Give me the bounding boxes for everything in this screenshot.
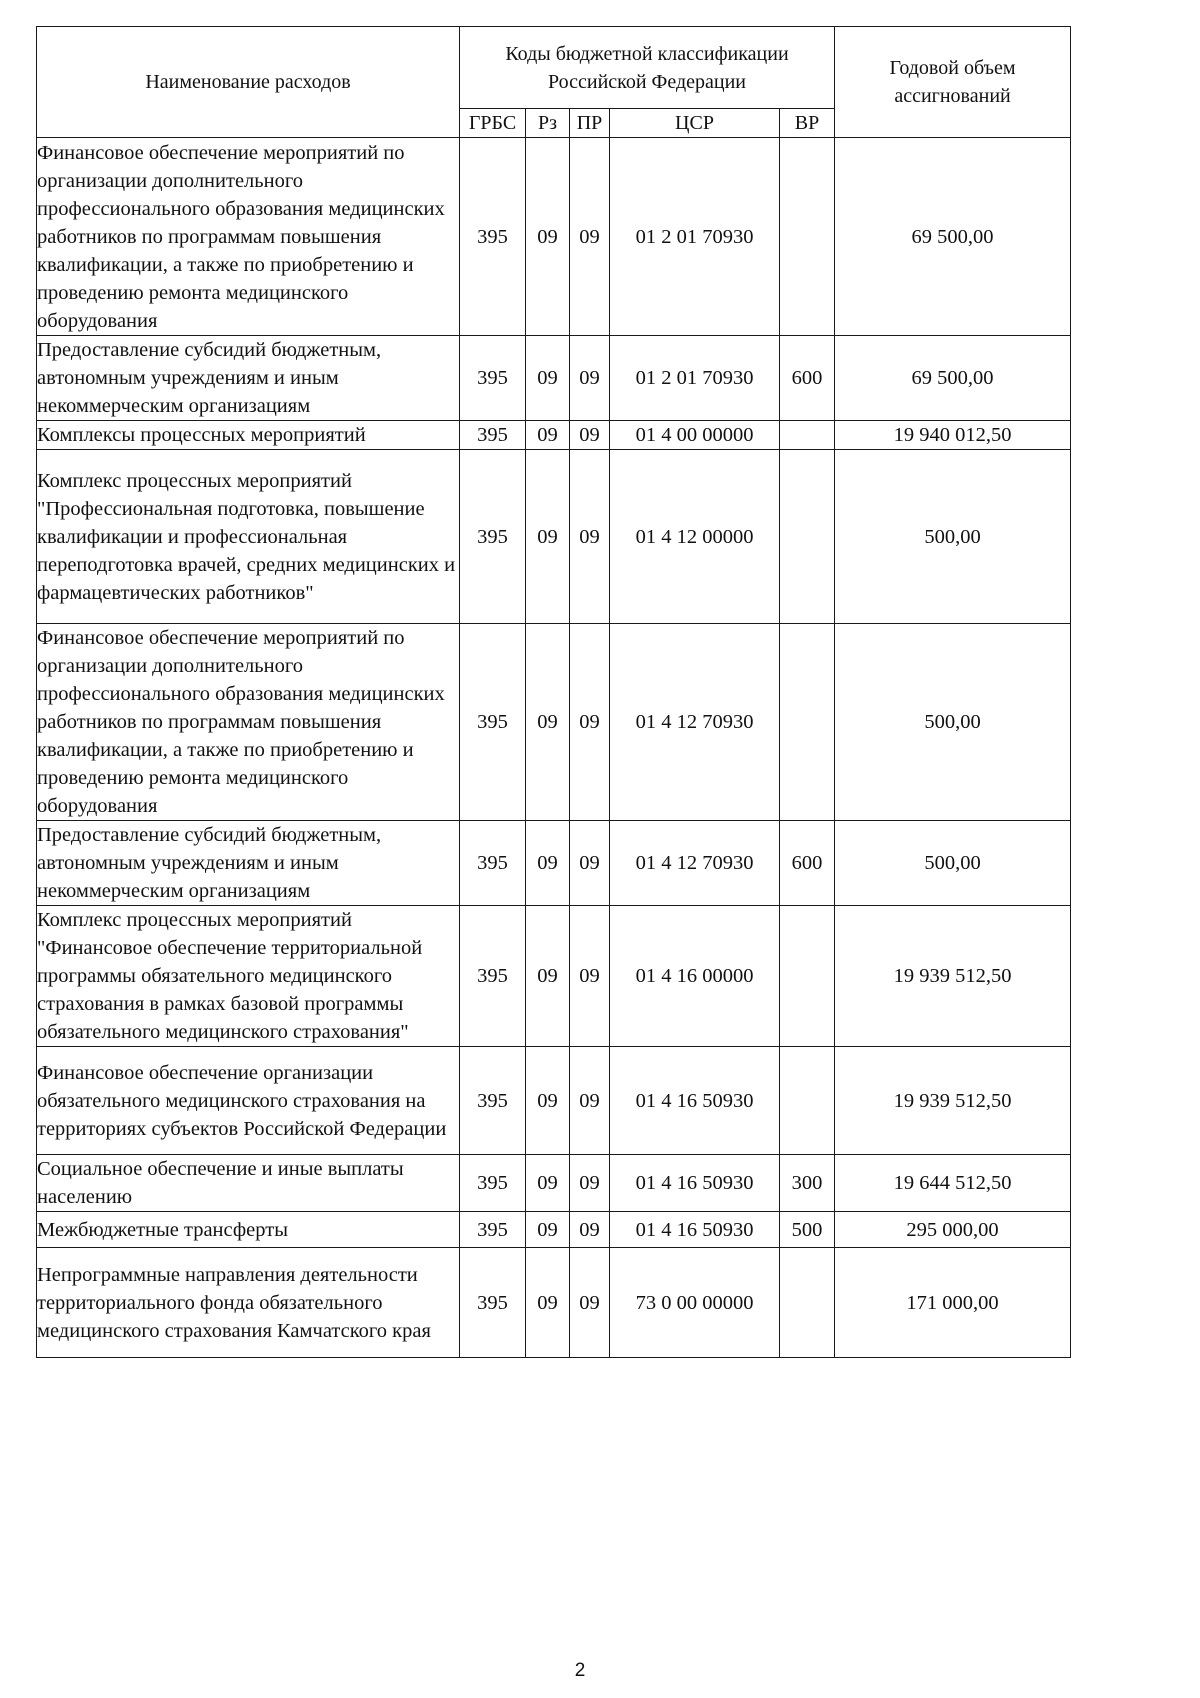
cell-pr: 09 <box>570 906 610 1047</box>
table-row <box>37 821 1071 906</box>
header-classification-codes: Коды бюджетной классификации Российской Федерации <box>460 27 835 109</box>
cell-pr: 09 <box>570 421 610 450</box>
table-row <box>37 1047 1071 1155</box>
header-expense-name: Наименование расходов <box>37 27 460 138</box>
cell-name: Социальное обеспечение и иные выплаты населению <box>37 1155 460 1212</box>
cell-csr: 01 4 16 50930 <box>610 1155 780 1212</box>
cell-rz: 09 <box>526 624 570 821</box>
header-annual-amount: Годовой объем ассигнований <box>835 27 1071 138</box>
table-row <box>37 1155 1071 1212</box>
table-row <box>37 421 1071 450</box>
cell-amount: 69 500,00 <box>835 336 1071 421</box>
header-rz: Рз <box>526 109 570 138</box>
cell-grbs: 395 <box>460 1155 526 1212</box>
cell-rz: 09 <box>526 421 570 450</box>
cell-csr: 01 4 16 00000 <box>610 906 780 1047</box>
cell-name: Финансовое обеспечение мероприятий по организации дополнительного профессионального образования медицинских работников по программам повышения квалификации, а также по приобретению и проведению ремонта медицинского оборудования <box>37 624 460 821</box>
cell-vr: 600 <box>780 821 835 906</box>
cell-rz: 09 <box>526 1155 570 1212</box>
cell-vr <box>780 1248 835 1358</box>
cell-amount: 295 000,00 <box>835 1212 1071 1248</box>
cell-csr: 01 4 16 50930 <box>610 1212 780 1248</box>
cell-vr <box>780 138 835 336</box>
cell-grbs: 395 <box>460 624 526 821</box>
cell-grbs: 395 <box>460 1047 526 1155</box>
cell-amount: 500,00 <box>835 624 1071 821</box>
cell-name: Предоставление субсидий бюджетным, автономным учреждениям и иным некоммерческим организациям <box>37 336 460 421</box>
cell-amount: 69 500,00 <box>835 138 1071 336</box>
cell-pr: 09 <box>570 624 610 821</box>
cell-csr: 01 4 12 00000 <box>610 450 780 624</box>
cell-rz: 09 <box>526 1047 570 1155</box>
cell-csr: 01 4 12 70930 <box>610 821 780 906</box>
cell-amount: 500,00 <box>835 450 1071 624</box>
cell-grbs: 395 <box>460 336 526 421</box>
cell-name: Комплекс процессных мероприятий "Финансовое обеспечение территориальной программы обязательного медицинского страхования в рамках базовой программы обязательного медицинского страхования" <box>37 906 460 1047</box>
cell-name: Комплекс процессных мероприятий "Профессиональная подготовка, повышение квалификации и профессиональная переподготовка врачей, средних медицинских и фармацевтических работников" <box>37 450 460 624</box>
cell-name: Предоставление субсидий бюджетным, автономным учреждениям и иным некоммерческим организациям <box>37 821 460 906</box>
cell-rz: 09 <box>526 450 570 624</box>
cell-name: Непрограммные направления деятельности территориального фонда обязательного медицинского страхования Камчатского края <box>37 1248 460 1358</box>
cell-vr <box>780 450 835 624</box>
cell-pr: 09 <box>570 450 610 624</box>
cell-rz: 09 <box>526 138 570 336</box>
cell-pr: 09 <box>570 1155 610 1212</box>
cell-pr: 09 <box>570 821 610 906</box>
cell-rz: 09 <box>526 1212 570 1248</box>
table-body <box>37 138 1071 1358</box>
cell-vr <box>780 906 835 1047</box>
cell-vr: 600 <box>780 336 835 421</box>
table-row <box>37 624 1071 821</box>
cell-pr: 09 <box>570 1212 610 1248</box>
cell-amount: 500,00 <box>835 821 1071 906</box>
cell-csr: 01 2 01 70930 <box>610 138 780 336</box>
cell-name: Комплексы процессных мероприятий <box>37 421 460 450</box>
cell-csr: 01 2 01 70930 <box>610 336 780 421</box>
cell-pr: 09 <box>570 1248 610 1358</box>
cell-rz: 09 <box>526 1248 570 1358</box>
cell-grbs: 395 <box>460 821 526 906</box>
cell-amount: 19 939 512,50 <box>835 906 1071 1047</box>
cell-name: Межбюджетные трансферты <box>37 1212 460 1248</box>
table-row <box>37 336 1071 421</box>
cell-grbs: 395 <box>460 1212 526 1248</box>
page-number: 2 <box>574 1660 586 1681</box>
cell-amount: 171 000,00 <box>835 1248 1071 1358</box>
cell-grbs: 395 <box>460 421 526 450</box>
cell-grbs: 395 <box>460 450 526 624</box>
header-pr: ПР <box>570 109 610 138</box>
table-header <box>37 27 1071 138</box>
cell-name: Финансовое обеспечение мероприятий по организации дополнительного профессионального образования медицинских работников по программам повышения квалификации, а также по приобретению и проведению ремонта медицинского оборудования <box>37 138 460 336</box>
cell-grbs: 395 <box>460 138 526 336</box>
header-vr: ВР <box>780 109 835 138</box>
cell-rz: 09 <box>526 906 570 1047</box>
cell-csr: 01 4 12 70930 <box>610 624 780 821</box>
table-row <box>37 450 1071 624</box>
cell-amount: 19 644 512,50 <box>835 1155 1071 1212</box>
cell-rz: 09 <box>526 336 570 421</box>
budget-document-page <box>36 26 1071 1358</box>
cell-pr: 09 <box>570 1047 610 1155</box>
cell-amount: 19 940 012,50 <box>835 421 1071 450</box>
header-csr: ЦСР <box>610 109 780 138</box>
cell-grbs: 395 <box>460 906 526 1047</box>
cell-csr: 01 4 00 00000 <box>610 421 780 450</box>
header-grbs: ГРБС <box>460 109 526 138</box>
table-row <box>37 1248 1071 1358</box>
cell-vr: 300 <box>780 1155 835 1212</box>
cell-csr: 01 4 16 50930 <box>610 1047 780 1155</box>
cell-vr <box>780 624 835 821</box>
table-row <box>37 1212 1071 1248</box>
cell-vr <box>780 421 835 450</box>
cell-pr: 09 <box>570 336 610 421</box>
cell-name: Финансовое обеспечение организации обязательного медицинского страхования на территориях субъектов Российской Федерации <box>37 1047 460 1155</box>
budget-table <box>36 26 1071 1358</box>
cell-grbs: 395 <box>460 1248 526 1358</box>
cell-vr: 500 <box>780 1212 835 1248</box>
cell-amount: 19 939 512,50 <box>835 1047 1071 1155</box>
cell-vr <box>780 1047 835 1155</box>
table-row <box>37 138 1071 336</box>
table-row <box>37 906 1071 1047</box>
cell-pr: 09 <box>570 138 610 336</box>
cell-csr: 73 0 00 00000 <box>610 1248 780 1358</box>
cell-rz: 09 <box>526 821 570 906</box>
